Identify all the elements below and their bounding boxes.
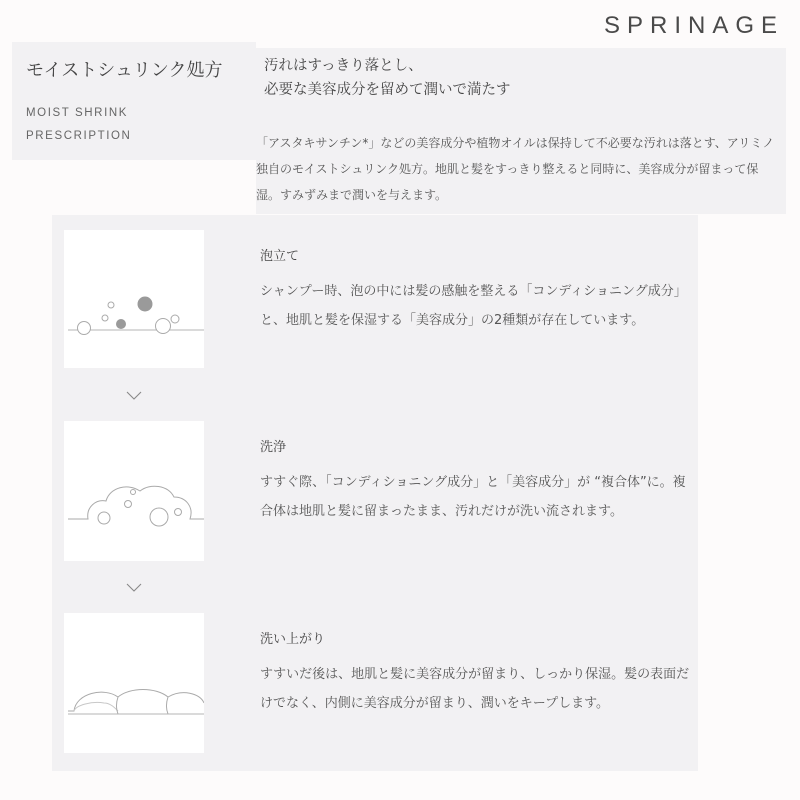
step-body: シャンプー時、泡の中には髪の感触を整える「コンディショニング成分」と、地肌と髪を保湿する「美容成分」の2種類が存在しています。 [260,284,687,328]
intro-body: 「アスタキサンチン*」などの美容成分や植物オイルは保持して不必要な汚れは落とす、アリミノ独自のモイストシュリンク処方。地肌と髪をすっきり整えると同時に、美容成分が留まって保湿。すみずみまで潤いを与えます。 [256,136,775,202]
intro-heading-line2: 必要な美容成分を留めて潤いで満たす [264,82,511,98]
steps-panel [52,215,698,771]
step-cleansing [260,438,690,526]
intro-heading [264,54,511,102]
step-body: すすいだ後は、地肌と髪に美容成分が留まり、しっかり保湿。髪の表面だけでなく、内側に美容成分が留まり、潤いをキープします。 [260,667,690,711]
hair-surface-illustration [64,613,204,753]
cloud-complex-illustration [64,421,204,561]
chevron-down-icon [126,389,142,401]
brand-logo: SPRINAGE [603,12,784,39]
intro-heading-line1: 汚れはすっきり落とし、 [264,58,423,74]
step-title: 洗い上がり [260,632,326,647]
step-body: すすぐ際、「コンディショニング成分」と「美容成分」が “複合体”に。複合体は地肌と髪に留まったまま、汚れだけが洗い流されます。 [260,475,686,519]
intro-title-en-line1: MOIST SHRINK [26,107,129,119]
hair-surface-icon [64,613,204,753]
intro-description-panel [256,48,786,214]
cloud-complex-icon [64,421,204,561]
step-title: 洗浄 [260,440,287,455]
intro-title-en [26,102,131,148]
step-title: 泡立て [260,249,300,264]
step-foaming [260,247,690,335]
intro-title-jp: モイストシュリンク処方 [26,60,223,81]
chevron-down-icon [126,581,142,593]
step-finish [260,630,690,718]
foam-bubbles-illustration [64,230,204,368]
foam-bubbles-icon [64,230,204,368]
intro-title-en-line2: PRESCRIPTION [26,130,132,142]
intro-title-panel [12,42,256,160]
